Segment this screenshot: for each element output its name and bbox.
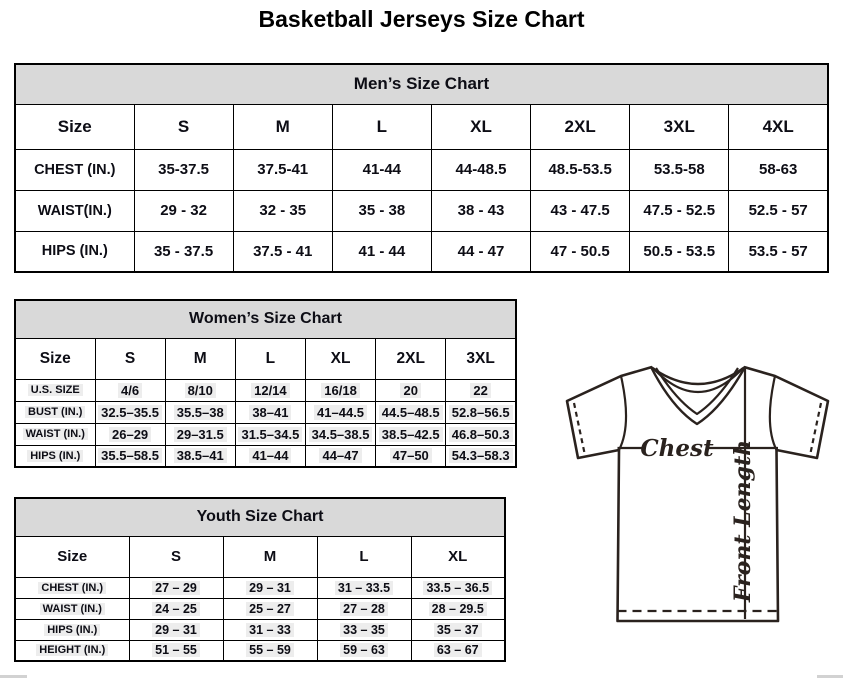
youth-column-header: XL [411,536,505,577]
youth-table-title: Youth Size Chart [15,498,505,536]
mens-value-cell: 37.5 - 41 [233,231,332,272]
womens-value-cell: 20 [376,379,446,401]
womens-value-cell: 38.5–41 [165,445,235,467]
mens-column-header: Size [15,104,134,149]
womens-value-cell: 16/18 [305,379,375,401]
youth-value-cell: 27 – 29 [129,577,223,598]
youth-table-row [15,640,505,661]
youth-value-cell: 29 – 31 [223,577,317,598]
mens-column-header: XL [431,104,530,149]
mens-column-header: S [134,104,233,149]
mens-table-row [15,190,828,231]
mens-value-cell: 41-44 [332,149,431,190]
womens-value-cell: 44.5–48.5 [376,401,446,423]
womens-table-row [15,401,516,423]
youth-row-label: HEIGHT (IN.) [15,640,129,661]
youth-value-cell: 33.5 – 36.5 [411,577,505,598]
womens-column-header: L [235,338,305,379]
womens-value-cell: 26–29 [95,423,165,445]
womens-value-cell: 44–47 [305,445,375,467]
womens-column-header: S [95,338,165,379]
womens-value-cell: 47–50 [376,445,446,467]
youth-value-cell: 31 – 33.5 [317,577,411,598]
jersey-measurement-diagram [558,356,830,628]
womens-row-label: HIPS (IN.) [15,445,95,467]
mens-value-cell: 35 - 38 [332,190,431,231]
youth-value-cell: 25 – 27 [223,598,317,619]
mens-value-cell: 47 - 50.5 [531,231,630,272]
youth-value-cell: 27 – 28 [317,598,411,619]
jersey-seam-left [619,376,626,450]
front-length-label: Front Length [730,439,756,603]
womens-column-header: XL [305,338,375,379]
womens-value-cell: 8/10 [165,379,235,401]
mens-value-cell: 52.5 - 57 [729,190,828,231]
womens-table-title: Women’s Size Chart [15,300,516,338]
mens-size-chart [14,63,829,273]
womens-value-cell: 31.5–34.5 [235,423,305,445]
mens-value-cell: 35-37.5 [134,149,233,190]
jersey-seam-right [770,376,777,450]
youth-value-cell: 31 – 33 [223,619,317,640]
mens-row-label: WAIST(IN.) [15,190,134,231]
womens-value-cell: 35.5–38 [165,401,235,423]
mens-table-row [15,231,828,272]
womens-value-cell: 34.5–38.5 [305,423,375,445]
youth-table-row [15,598,505,619]
mens-value-cell: 38 - 43 [431,190,530,231]
youth-table-row [15,619,505,640]
womens-table-row [15,445,516,467]
mens-value-cell: 48.5-53.5 [531,149,630,190]
womens-value-cell: 52.8–56.5 [446,401,516,423]
mens-column-header: M [233,104,332,149]
mens-value-cell: 53.5-58 [630,149,729,190]
womens-table-row [15,379,516,401]
youth-row-label: WAIST (IN.) [15,598,129,619]
mens-value-cell: 29 - 32 [134,190,233,231]
youth-value-cell: 55 – 59 [223,640,317,661]
womens-value-cell: 41–44 [235,445,305,467]
page-title: Basketball Jerseys Size Chart [258,6,585,32]
mens-value-cell: 37.5-41 [233,149,332,190]
womens-row-label: WAIST (IN.) [15,423,95,445]
womens-column-header: M [165,338,235,379]
youth-value-cell: 24 – 25 [129,598,223,619]
womens-value-cell: 38–41 [235,401,305,423]
youth-column-header: M [223,536,317,577]
mens-column-header: 3XL [630,104,729,149]
womens-value-cell: 4/6 [95,379,165,401]
mens-value-cell: 47.5 - 52.5 [630,190,729,231]
womens-column-header: 3XL [446,338,516,379]
mens-column-header: L [332,104,431,149]
mens-row-label: CHEST (IN.) [15,149,134,190]
mens-column-header: 4XL [729,104,828,149]
bottom-left-artifact [0,675,27,678]
chest-label: Chest [640,435,714,462]
mens-row-label: HIPS (IN.) [15,231,134,272]
youth-row-label: HIPS (IN.) [15,619,129,640]
youth-table-row [15,577,505,598]
womens-table-row [15,423,516,445]
youth-value-cell: 63 – 67 [411,640,505,661]
youth-value-cell: 51 – 55 [129,640,223,661]
mens-table-row [15,149,828,190]
womens-value-cell: 38.5–42.5 [376,423,446,445]
youth-value-cell: 59 – 63 [317,640,411,661]
womens-row-label: BUST (IN.) [15,401,95,423]
youth-size-table [14,497,506,662]
womens-column-header: 2XL [376,338,446,379]
womens-value-cell: 41–44.5 [305,401,375,423]
youth-size-chart [14,497,506,662]
mens-size-table [14,63,829,273]
womens-value-cell: 46.8–50.3 [446,423,516,445]
mens-value-cell: 44-48.5 [431,149,530,190]
womens-size-table [14,299,517,468]
mens-value-cell: 32 - 35 [233,190,332,231]
womens-value-cell: 54.3–58.3 [446,445,516,467]
youth-value-cell: 33 – 35 [317,619,411,640]
womens-column-header: Size [15,338,95,379]
womens-value-cell: 29–31.5 [165,423,235,445]
mens-value-cell: 43 - 47.5 [531,190,630,231]
mens-value-cell: 58-63 [729,149,828,190]
bottom-right-artifact [817,675,843,678]
mens-value-cell: 41 - 44 [332,231,431,272]
mens-value-cell: 53.5 - 57 [729,231,828,272]
mens-value-cell: 35 - 37.5 [134,231,233,272]
youth-column-header: L [317,536,411,577]
mens-value-cell: 50.5 - 53.5 [630,231,729,272]
youth-value-cell: 35 – 37 [411,619,505,640]
womens-size-chart [14,299,517,468]
womens-value-cell: 22 [446,379,516,401]
youth-value-cell: 29 – 31 [129,619,223,640]
youth-column-header: Size [15,536,129,577]
mens-column-header: 2XL [531,104,630,149]
jersey-outline [567,367,828,621]
womens-value-cell: 12/14 [235,379,305,401]
youth-value-cell: 28 – 29.5 [411,598,505,619]
womens-row-label: U.S. SIZE [15,379,95,401]
mens-table-title: Men’s Size Chart [15,64,828,104]
mens-value-cell: 44 - 47 [431,231,530,272]
youth-row-label: CHEST (IN.) [15,577,129,598]
youth-column-header: S [129,536,223,577]
womens-value-cell: 32.5–35.5 [95,401,165,423]
womens-value-cell: 35.5–58.5 [95,445,165,467]
